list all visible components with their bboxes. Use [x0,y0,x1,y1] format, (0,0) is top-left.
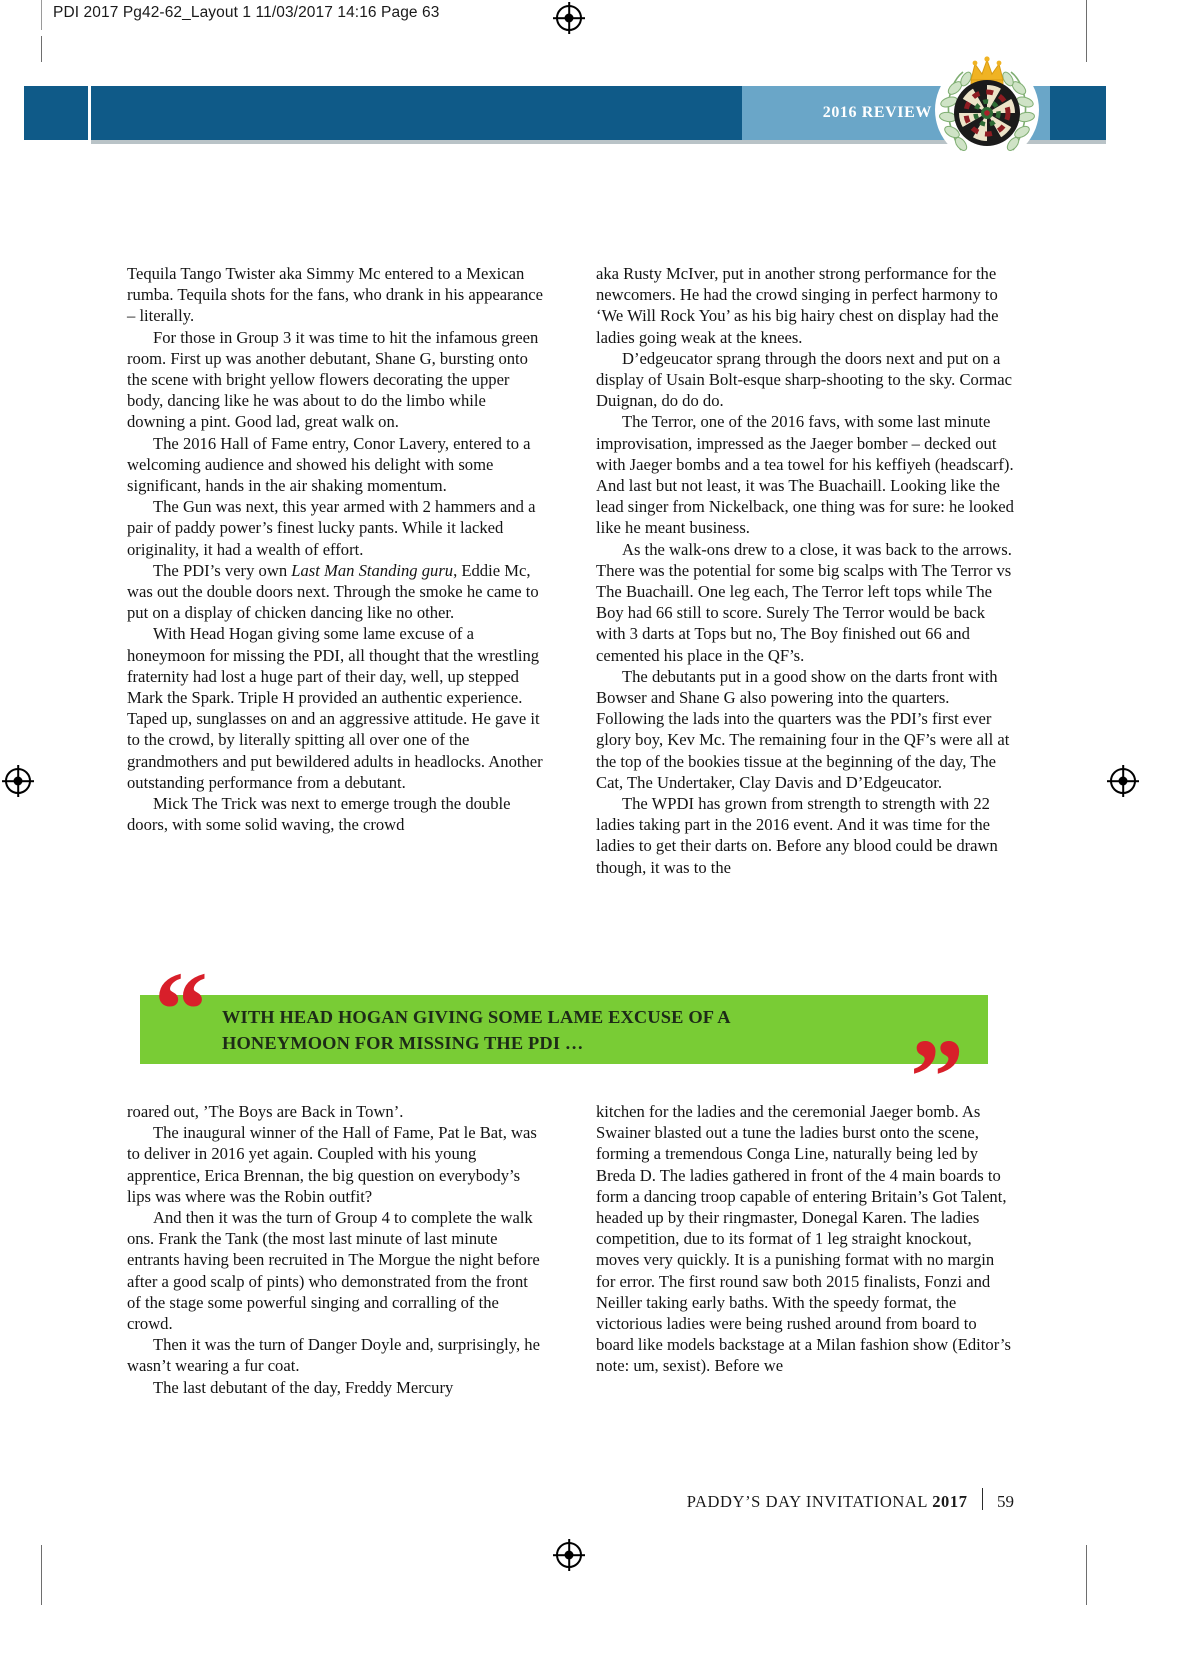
body-column-right-bottom [596,1101,1014,1377]
paragraph: Tequila Tango Twister aka Simmy Mc entered to a Mexican rumba. Tequila shots for the fans, who drank in his appearance – literally. [127,264,544,326]
body-column-right-top [596,263,1014,878]
pull-quote-text [222,1004,962,1056]
crop-mark-top-left-v [41,36,42,62]
prepress-slug: PDI 2017 Pg42-62_Layout 1 11/03/2017 14:16 Page 63 [53,4,440,21]
paragraph: The debutants put in a good show on the darts front with Bowser and Shane G also powering into the quarters. Following the lads into the quarters was the PDI’s first ever glory boy, Kev Mc. The remaining four in the QF’s were all at the top of the bookies tissue at the beginning of the day, The Cat, The Undertaker, Clay Davis and D’Edgeucator. [596,666,1010,792]
banner-right-cap [1050,86,1106,140]
paragraph: kitchen for the ladies and the ceremonial Jaeger bomb. As Swainer blasted out a tune the ladies burst onto the scene, forming a tremendous Conga Line, naturally being led by Breda D. The ladies gathered in front of the 4 main boards to form a dancing troop capable of entering Britain’s Got Talent, headed up by their ringmaster, Donegal Karen. The ladies competition, due to its format of 1 leg straight knockout, moves very quickly. It is a punishing format with no margin for error. The first round saw both 2015 finalists, Fonzi and Neiller taking early baths. With the speedy format, the victorious ladies were being rushed around from board to board like models backstage at a Milan fashion show (Editor’s note: um, sexist). Before we [596,1102,1011,1376]
paragraph-with-italic-title [127,560,545,624]
slug-divider-rule [41,0,42,30]
paragraph-text-after: , Eddie Mc, was out the double doors next. Through the smoke he came to put on a display of chicken dancing like no other. [127,560,539,623]
dartboard-crest-logo [933,54,1041,162]
paragraph: The WPDI has grown from strength to strength with 22 ladies taking part in the 2016 event. And it was time for the ladies to get their darts on. Before any blood could be drawn though, it was to the [596,794,998,877]
paragraph: The inaugural winner of the Hall of Fame, Pat le Bat, was to deliver in 2016 yet again. Coupled with his young apprentice, Erica Brennan, the big question on everybody’s lips was where was the Robin outfit? [127,1123,537,1206]
section-title: 2016 REVIEW [822,104,932,121]
registration-mark-left [5,768,31,794]
footer-divider [982,1488,983,1510]
page-footer [596,1485,1014,1515]
paragraph: With Head Hogan giving some lame excuse of a honeymoon for missing the PDI, all thought that the wrestling fraternity had lost a huge part of their day, well, up stepped Mark the Spark. Triple H provided an authentic experience. Taped up, sunglasses on and an aggressive attitude. He gave it to the crowd, by literally spitting all over one of the grandmothers and put bewildered adults in headlocks. Another outstanding performance from a debutant. [127,624,543,792]
publication-year: 2017 [932,1492,968,1511]
close-quote-mark-icon: ” [910,1018,964,1137]
pull-quote-line-1: WITH HEAD HOGAN GIVING SOME LAME EXCUSE OF A [222,1007,731,1027]
crop-mark-bottom-left-v [41,1545,42,1605]
crop-mark-bottom-right-v [1086,1545,1087,1605]
body-column-left-top [127,263,545,835]
registration-dot [1119,777,1128,786]
page-number: 59 [997,1492,1014,1511]
registration-dot [14,777,23,786]
crop-mark-top-right-v [1086,0,1087,62]
paragraph: aka Rusty McIver, put in another strong performance for the newcomers. He had the crowd singing in perfect harmony to ‘We Will Rock You’ as his big hairy chest on display had the ladies going weak at the knees. [596,264,999,347]
body-column-left-bottom [127,1101,545,1398]
banner-left-block [24,86,88,140]
paragraph: roared out, ’The Boys are Back in Town’. [127,1102,404,1121]
registration-dot [565,1551,574,1560]
publication-name [687,1492,968,1512]
paragraph: As the walk-ons drew to a close, it was back to the arrows. There was the potential for some big scalps with The Terror vs The Buachaill. One leg each, The Terror left tops while The Boy had 66 still to score. Surely The Terror would be back with 3 darts at Tops but no, The Boy finished out 66 and cemented his place in the QF’s. [596,539,1012,665]
paragraph: And then it was the turn of Group 4 to complete the walk ons. Frank the Tank (the most last minute of last minute entrants having been recruited in The Morgue the night before after a good scalp of pints) who demonstrated from the front of the stage some powerful singing and corralling of the crowd. [127,1208,540,1334]
paragraph: The Gun was next, this year armed with 2 hammers and a pair of paddy power’s finest lucky pants. While it lacked originality, it had a wealth of effort. [127,497,536,559]
open-quote-mark-icon: “ [154,951,208,1070]
paragraph-text-before: The PDI’s very own [153,560,292,580]
italic-work-title: Last Man Standing guru [291,560,454,580]
paragraph: Then it was the turn of Danger Doyle and, surprisingly, he wasn’t wearing a fur coat. [127,1335,540,1376]
registration-mark-right [1110,768,1136,794]
paragraph: For those in Group 3 it was time to hit the infamous green room. First up was another debutant, Shane G, bursting onto the scene with bright yellow flowers decorating the upper body, dancing like he was about to do the limbo while downing a pint. Good lad, great walk on. [127,327,539,432]
dartboard-icon [954,80,1020,146]
paragraph: D’edgeucator sprang through the doors next and put on a display of Usain Bolt-esque sharp-shooting to the sky. Cormac Duignan, do do do. [596,348,1013,411]
registration-mark-bottom [556,1542,582,1568]
registration-mark-top [556,5,582,31]
registration-dot [565,14,574,23]
paragraph: The Terror, one of the 2016 favs, with some last minute improvisation, impressed as the Jaeger bomber – decked out with Jaeger bombs and a tea towel for his keffiyeh (headscarf). And last but not least, it was The Buachaill. Looking like the lead singer from Nickelback, one thing was for sure: he looked like he meant business. [596,412,1014,538]
paragraph: The 2016 Hall of Fame entry, Conor Lavery, entered to a welcoming audience and showed his delight with some significant, hands in the air shaking momentum. [127,433,531,496]
paragraph: Mick The Trick was next to emerge trough the double doors, with some solid waving, the crowd [127,794,511,835]
paragraph: The last debutant of the day, Freddy Mercury [153,1377,454,1397]
publication-title-text: PADDY’S DAY INVITATIONAL [686,1492,933,1511]
pull-quote-line-2: HONEYMOON FOR MISSING THE PDI … [222,1033,584,1053]
